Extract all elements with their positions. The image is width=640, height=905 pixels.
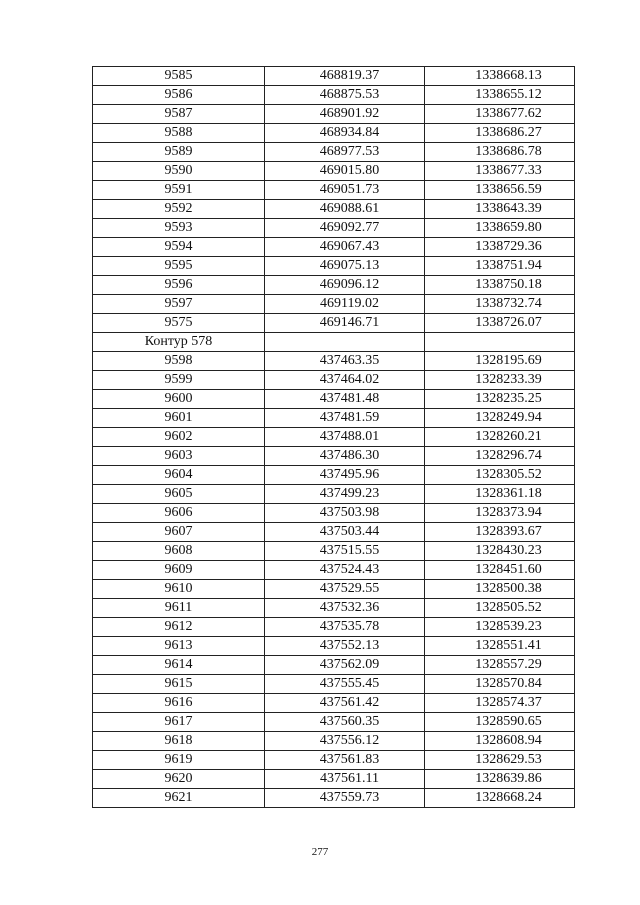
- y-coordinate-cell: 1338656.59: [425, 181, 575, 200]
- y-coordinate-cell: 1328668.24: [425, 789, 575, 808]
- point-number-cell: 9575: [93, 314, 265, 333]
- y-coordinate-cell: 1338726.07: [425, 314, 575, 333]
- x-coordinate-cell: 468875.53: [265, 86, 425, 105]
- point-number-cell: 9594: [93, 238, 265, 257]
- x-coordinate-cell: 437562.09: [265, 656, 425, 675]
- y-coordinate-cell: 1328233.39: [425, 371, 575, 390]
- point-number-cell: 9601: [93, 409, 265, 428]
- point-number-cell: 9590: [93, 162, 265, 181]
- y-coordinate-cell: 1338677.62: [425, 105, 575, 124]
- table-row: [93, 466, 575, 485]
- point-number-cell: 9587: [93, 105, 265, 124]
- x-coordinate-cell: 469119.02: [265, 295, 425, 314]
- point-number-cell: 9605: [93, 485, 265, 504]
- x-coordinate-cell: 437503.44: [265, 523, 425, 542]
- table-row: [93, 580, 575, 599]
- y-coordinate-cell: 1338751.94: [425, 257, 575, 276]
- point-number-cell: Контур 578: [93, 333, 265, 352]
- x-coordinate-cell: 437555.45: [265, 675, 425, 694]
- point-number-cell: 9600: [93, 390, 265, 409]
- y-coordinate-cell: 1328361.18: [425, 485, 575, 504]
- x-coordinate-cell: 437561.83: [265, 751, 425, 770]
- x-coordinate-cell: 437529.55: [265, 580, 425, 599]
- x-coordinate-cell: 437561.11: [265, 770, 425, 789]
- table-row: [93, 428, 575, 447]
- x-coordinate-cell: 437463.35: [265, 352, 425, 371]
- point-number-cell: 9598: [93, 352, 265, 371]
- point-number-cell: 9585: [93, 67, 265, 86]
- y-coordinate-cell: 1328195.69: [425, 352, 575, 371]
- x-coordinate-cell: 437464.02: [265, 371, 425, 390]
- y-coordinate-cell: 1328505.52: [425, 599, 575, 618]
- table-row: [93, 447, 575, 466]
- page-number: 277: [311, 846, 329, 858]
- table-row: [93, 637, 575, 656]
- y-coordinate-cell: 1338686.78: [425, 143, 575, 162]
- y-coordinate-cell: 1328430.23: [425, 542, 575, 561]
- y-coordinate-cell: [425, 333, 575, 352]
- y-coordinate-cell: 1338686.27: [425, 124, 575, 143]
- table-row: [93, 542, 575, 561]
- y-coordinate-cell: 1328629.53: [425, 751, 575, 770]
- x-coordinate-cell: 437486.30: [265, 447, 425, 466]
- point-number-cell: 9615: [93, 675, 265, 694]
- table-row: [93, 67, 575, 86]
- y-coordinate-cell: 1328393.67: [425, 523, 575, 542]
- table-row: [93, 504, 575, 523]
- point-number-cell: 9602: [93, 428, 265, 447]
- table-row: [93, 314, 575, 333]
- point-number-cell: 9606: [93, 504, 265, 523]
- table-row: [93, 371, 575, 390]
- table-row: [93, 352, 575, 371]
- y-coordinate-cell: 1328451.60: [425, 561, 575, 580]
- point-number-cell: 9597: [93, 295, 265, 314]
- point-number-cell: 9592: [93, 200, 265, 219]
- y-coordinate-cell: 1328249.94: [425, 409, 575, 428]
- point-number-cell: 9617: [93, 713, 265, 732]
- x-coordinate-cell: 437524.43: [265, 561, 425, 580]
- table-row: [93, 124, 575, 143]
- table-row: [93, 200, 575, 219]
- table-row: [93, 276, 575, 295]
- table-row: [93, 181, 575, 200]
- point-number-cell: 9618: [93, 732, 265, 751]
- point-number-cell: 9596: [93, 276, 265, 295]
- table-row: [93, 618, 575, 637]
- x-coordinate-cell: 437561.42: [265, 694, 425, 713]
- y-coordinate-cell: 1338655.12: [425, 86, 575, 105]
- y-coordinate-cell: 1328260.21: [425, 428, 575, 447]
- coordinates-table-body: [93, 67, 575, 808]
- y-coordinate-cell: 1328296.74: [425, 447, 575, 466]
- y-coordinate-cell: 1338732.74: [425, 295, 575, 314]
- table-row: [93, 789, 575, 808]
- x-coordinate-cell: 437488.01: [265, 428, 425, 447]
- table-row: [93, 770, 575, 789]
- x-coordinate-cell: 469092.77: [265, 219, 425, 238]
- table-row: [93, 751, 575, 770]
- point-number-cell: 9609: [93, 561, 265, 580]
- x-coordinate-cell: 437532.36: [265, 599, 425, 618]
- point-number-cell: 9620: [93, 770, 265, 789]
- x-coordinate-cell: 437556.12: [265, 732, 425, 751]
- x-coordinate-cell: 469146.71: [265, 314, 425, 333]
- x-coordinate-cell: 437515.55: [265, 542, 425, 561]
- table-row: [93, 713, 575, 732]
- point-number-cell: 9613: [93, 637, 265, 656]
- y-coordinate-cell: 1328551.41: [425, 637, 575, 656]
- x-coordinate-cell: 468934.84: [265, 124, 425, 143]
- x-coordinate-cell: 437499.23: [265, 485, 425, 504]
- x-coordinate-cell: 437559.73: [265, 789, 425, 808]
- table-row: [93, 143, 575, 162]
- table-row: [93, 675, 575, 694]
- x-coordinate-cell: 437503.98: [265, 504, 425, 523]
- table-row: [93, 656, 575, 675]
- y-coordinate-cell: 1328639.86: [425, 770, 575, 789]
- x-coordinate-cell: 469096.12: [265, 276, 425, 295]
- x-coordinate-cell: 437535.78: [265, 618, 425, 637]
- x-coordinate-cell: 468819.37: [265, 67, 425, 86]
- point-number-cell: 9610: [93, 580, 265, 599]
- x-coordinate-cell: 469075.13: [265, 257, 425, 276]
- x-coordinate-cell: 469067.43: [265, 238, 425, 257]
- table-row: [93, 523, 575, 542]
- coordinates-table-wrap: [92, 66, 574, 808]
- x-coordinate-cell: 469088.61: [265, 200, 425, 219]
- y-coordinate-cell: 1328305.52: [425, 466, 575, 485]
- y-coordinate-cell: 1338643.39: [425, 200, 575, 219]
- table-row: [93, 219, 575, 238]
- x-coordinate-cell: 437495.96: [265, 466, 425, 485]
- y-coordinate-cell: 1338677.33: [425, 162, 575, 181]
- y-coordinate-cell: 1338668.13: [425, 67, 575, 86]
- point-number-cell: 9607: [93, 523, 265, 542]
- table-row: [93, 485, 575, 504]
- point-number-cell: 9603: [93, 447, 265, 466]
- point-number-cell: 9599: [93, 371, 265, 390]
- y-coordinate-cell: 1328574.37: [425, 694, 575, 713]
- table-row: [93, 86, 575, 105]
- table-row: [93, 105, 575, 124]
- point-number-cell: 9608: [93, 542, 265, 561]
- point-number-cell: 9614: [93, 656, 265, 675]
- y-coordinate-cell: 1328235.25: [425, 390, 575, 409]
- table-row: [93, 599, 575, 618]
- point-number-cell: 9604: [93, 466, 265, 485]
- point-number-cell: 9619: [93, 751, 265, 770]
- y-coordinate-cell: 1328500.38: [425, 580, 575, 599]
- table-row: [93, 390, 575, 409]
- y-coordinate-cell: 1338659.80: [425, 219, 575, 238]
- x-coordinate-cell: 437481.59: [265, 409, 425, 428]
- x-coordinate-cell: [265, 333, 425, 352]
- contour-header-row: [93, 333, 575, 352]
- point-number-cell: 9612: [93, 618, 265, 637]
- x-coordinate-cell: 468977.53: [265, 143, 425, 162]
- table-row: [93, 409, 575, 428]
- x-coordinate-cell: 437560.35: [265, 713, 425, 732]
- point-number-cell: 9588: [93, 124, 265, 143]
- x-coordinate-cell: 469015.80: [265, 162, 425, 181]
- point-number-cell: 9611: [93, 599, 265, 618]
- table-row: [93, 257, 575, 276]
- table-row: [93, 162, 575, 181]
- point-number-cell: 9595: [93, 257, 265, 276]
- point-number-cell: 9591: [93, 181, 265, 200]
- table-row: [93, 295, 575, 314]
- point-number-cell: 9593: [93, 219, 265, 238]
- x-coordinate-cell: 437481.48: [265, 390, 425, 409]
- x-coordinate-cell: 468901.92: [265, 105, 425, 124]
- y-coordinate-cell: 1328570.84: [425, 675, 575, 694]
- point-number-cell: 9589: [93, 143, 265, 162]
- table-row: [93, 694, 575, 713]
- table-row: [93, 561, 575, 580]
- point-number-cell: 9616: [93, 694, 265, 713]
- point-number-cell: 9621: [93, 789, 265, 808]
- y-coordinate-cell: 1328539.23: [425, 618, 575, 637]
- y-coordinate-cell: 1328590.65: [425, 713, 575, 732]
- y-coordinate-cell: 1338750.18: [425, 276, 575, 295]
- y-coordinate-cell: 1328373.94: [425, 504, 575, 523]
- table-row: [93, 732, 575, 751]
- x-coordinate-cell: 469051.73: [265, 181, 425, 200]
- point-number-cell: 9586: [93, 86, 265, 105]
- y-coordinate-cell: 1328608.94: [425, 732, 575, 751]
- y-coordinate-cell: 1328557.29: [425, 656, 575, 675]
- x-coordinate-cell: 437552.13: [265, 637, 425, 656]
- table-row: [93, 238, 575, 257]
- y-coordinate-cell: 1338729.36: [425, 238, 575, 257]
- coordinates-table: [92, 66, 575, 808]
